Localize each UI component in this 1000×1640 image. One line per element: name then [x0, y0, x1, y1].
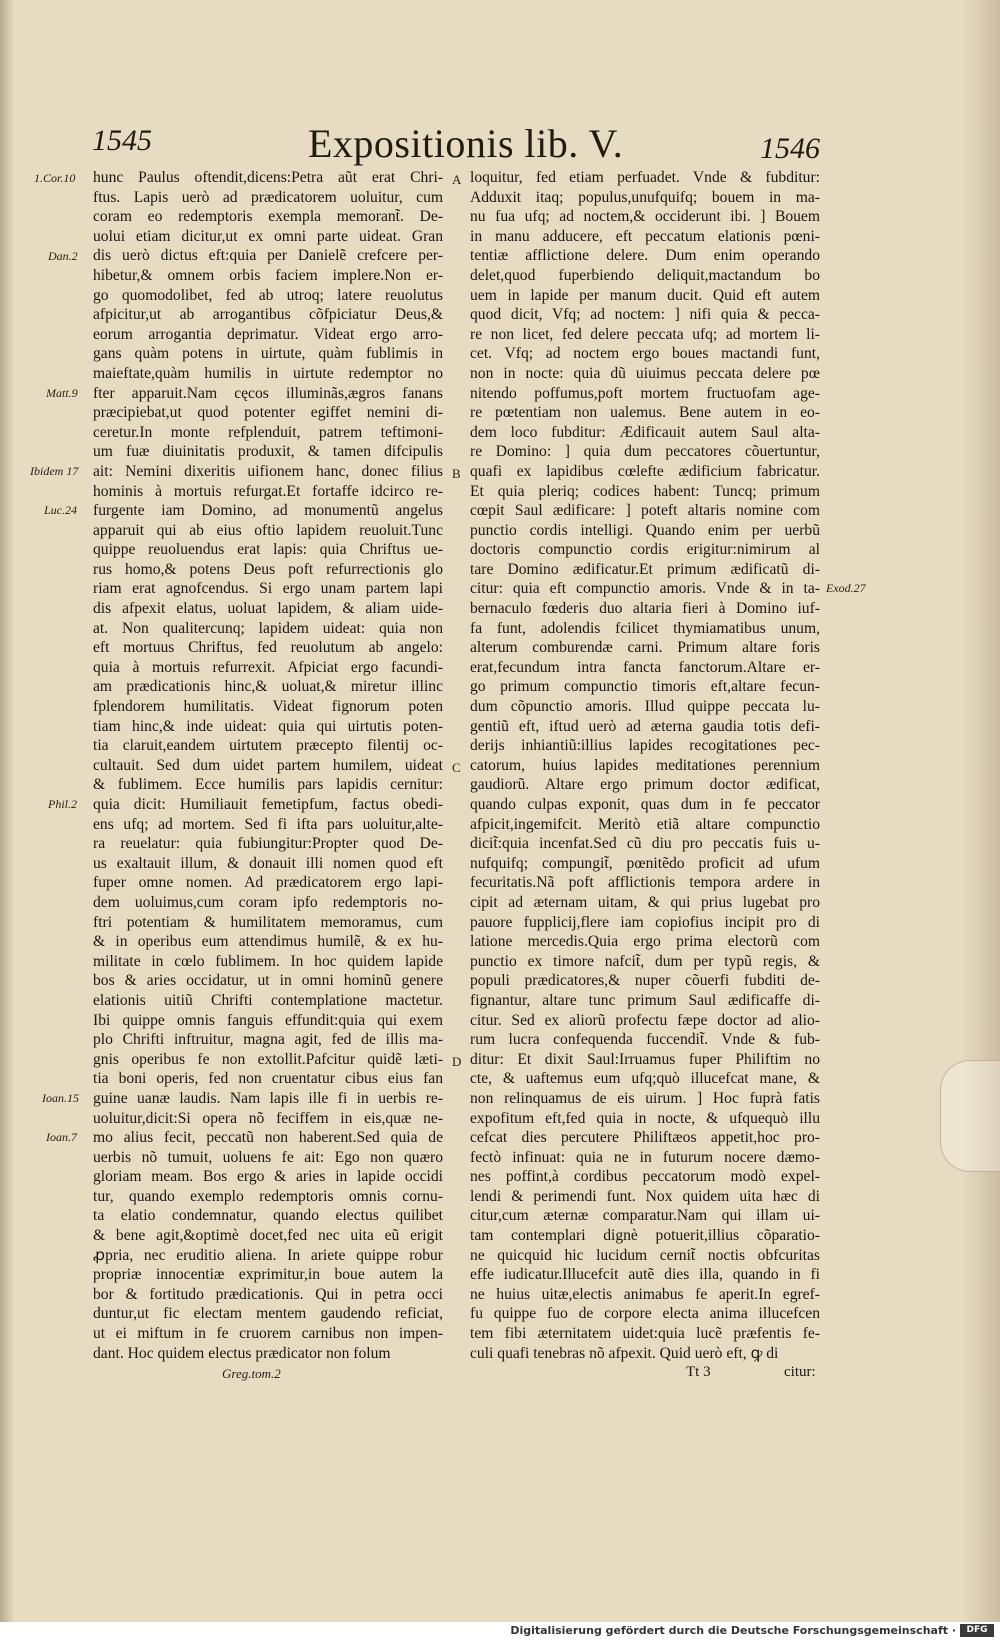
left-column-line: tia boni operis, fed non cruentatur cibus eius fan: [93, 1070, 443, 1088]
left-column-line: uerbis nõ tumuit, uoluens fe ait: Ego non quæro: [93, 1148, 443, 1166]
right-column-line: fecuritatis.Nã poft afflictionis tempora ardere in: [470, 874, 820, 892]
right-column-line: fa funt, adolendis fcilicet thymiamatibus unum,: [470, 619, 820, 637]
page-number-right: 1546: [760, 132, 820, 165]
left-column-line: cultauit. Sed dum uidet partem humilem, uideat: [93, 756, 443, 774]
margin-note: Dan.2: [48, 249, 78, 263]
left-column-line: furgente iam Domino, ad monumentũ angelus: [93, 502, 443, 520]
right-column-line: ditur: Et dixit Saul:Irruamus fuper Philiftim no: [470, 1050, 820, 1068]
left-column-line: ens ufq; ad mortem. Sed fi ifta pars uoluitur,alte-: [93, 815, 443, 833]
right-column-line: erat,fecundum intra fancta fanctorum.Altare er-: [470, 658, 820, 676]
right-column-line: Et quia pleriq; codices habent: Tuncq; primum: [470, 482, 820, 500]
right-column-line: non relinquamus de eis uirum. ] Hoc fuprà fatis: [470, 1089, 820, 1107]
left-column-line: tia claruit,eandem uirtutem præcepto filentij oc-: [93, 737, 443, 755]
left-column-line: hominis à mortuis refurgat.Et fortaffe idcirco re-: [93, 482, 443, 500]
left-column-line: go quomodolibet, fed ab utroq; latere reuolutus: [93, 286, 443, 304]
right-column-line: citur. Sed ex aliorũ profectu fæpe doctor ad alio-: [470, 1011, 820, 1029]
margin-note: Phil.2: [48, 797, 77, 811]
right-text-column: [470, 168, 820, 1363]
left-column-line: hunc Paulus oftendit,dicens:Petra aũt erat Chri-: [93, 169, 443, 186]
left-column-line: riam erat agnofcendus. Si ergo unam partem lapi: [93, 580, 443, 598]
left-column-line: afpicitur,ut ab arrogantibus cõfpiciatur Deus,&: [93, 306, 443, 324]
left-column-line: eft mortuus Chriftus, fed reuolutum ab angelo:: [93, 639, 443, 657]
right-column-line: effe iudicatur.Illucefcit autẽ dies illa, quando in fi: [470, 1266, 820, 1284]
margin-note: 1.Cor.10: [34, 171, 76, 185]
catchword: citur:: [784, 1364, 816, 1380]
page-edge-shadow: [960, 0, 1000, 1622]
right-column-line: latione mercedis.Quia ergo prima electorũ com: [470, 933, 820, 951]
section-letter: A: [452, 172, 462, 187]
left-column-line: gnis operibus fe non extollit.Pafcitur quidẽ læti-: [93, 1050, 443, 1068]
left-column-line: coram eo redemptoris exempla memorant̃. De-: [93, 208, 443, 226]
right-column-line: tare Domino ædificatur.Et primum ædificatũ di-: [470, 560, 820, 578]
right-column-line: citur,cum æternæ comparatur.Nam qui illam ui-: [470, 1207, 820, 1225]
signature-mark: Tt 3: [686, 1364, 711, 1380]
right-column-line: dem loco fubditur: Ædificauit autem Saul alta-: [470, 423, 820, 441]
left-column-line: ceretur.In monte refplenduit, patrem teftimoni-: [93, 423, 443, 441]
left-column-line: tiam hinc,& inde uideat: quia qui uirtutis poten-: [93, 717, 443, 735]
left-column-line: præcipiebat,ut quod potenter egiffet nemini di-: [93, 404, 443, 422]
right-column-line: Adduxit itaq; populus,unufquifq; bouem in ma-: [470, 188, 820, 206]
right-column-line: punctio cordis intelligi. Quando enim per uerbũ: [470, 521, 820, 539]
right-column-line: doctoris compunctio cordis erigitur:nimirum al: [470, 541, 820, 559]
left-text-column: [93, 168, 443, 1363]
page-gutter-shadow: [0, 0, 14, 1622]
left-column-line: at. Non qualitercunq; lapidem uideat: quia non: [93, 619, 443, 637]
right-column-line: dum cõpunctio amoris. Illud quippe peccata lu-: [470, 698, 820, 716]
right-column-line: ne huius uitæ,electis animabus fe aperit.In egref-: [470, 1285, 820, 1303]
right-column-line: catorum, huius lapides meditationes perennium: [470, 756, 820, 774]
left-column-line: dis uerò dictus eft:quia per Danielẽ crefcere per-: [93, 247, 443, 265]
left-column-line: ta elatio condemnatur, quando electus quilibet: [93, 1207, 443, 1225]
right-column-line: re Domino: ] quia dum peccatores cõuertuntur,: [470, 443, 820, 461]
left-column-line: guine uanæ laudis. Nam lapis ille fi in uerbis re-: [93, 1089, 443, 1107]
left-column-line: uolui etiam dicitur,ut ex omni parte uideat. Gran: [93, 227, 443, 245]
right-column-line: non in nocte: quia dũ uiuimus peccata delere pœ: [470, 364, 820, 382]
margin-note: Ioan.15: [42, 1091, 79, 1105]
left-column-line: fter apparuit.Nam cęcos illuminãs,ægros fanans: [93, 384, 443, 402]
right-column-line: lendi & perimendi funt. Nox quidem uita hæc di: [470, 1187, 820, 1205]
left-column-line: duntur,ut fic electam mentem gaudendo reficiat,: [93, 1305, 443, 1323]
right-column-line: fectò infinuat: quia ne in futurum nocere dæmo-: [470, 1148, 820, 1166]
right-column-line: cet. Vfq; ad noctem ergo boues mactandi funt,: [470, 345, 820, 363]
left-column-line: us exaltauit illum, & donauit illi nomen quod eft: [93, 854, 443, 872]
left-column-line: Ibi quippe omnis fanguis effundit:quia qui exem: [93, 1011, 443, 1029]
right-column-line: re non licet, fed delere peccata ufq; ad mortem li-: [470, 325, 820, 343]
left-column-line: quia à mortuis refurrexit. Afpiciat ergo facundi-: [93, 658, 443, 676]
page-number-left: 1545: [92, 124, 152, 157]
right-column-line: go primum compunctio timoris eft,altare fecun-: [470, 678, 820, 696]
right-column-line: pauore fupplicij,flere iam copiofius incipit pro di: [470, 913, 820, 931]
right-column-line: populi prædicatores,& nuper cõuerfi fubditi de-: [470, 972, 820, 990]
left-column-line: am prædicationis hinc,& uoluat,& miretur illinc: [93, 678, 443, 696]
left-column-line: quippe reuoluendus erat lapis: quia Chriftus ue-: [93, 541, 443, 559]
left-column-line: tur, quando exemplo redemptoris omnis cornu-: [93, 1187, 443, 1205]
left-column-line: apparuit qui ab eius oftio lapidem reuoluit.Tunc: [93, 521, 443, 539]
margin-note: Matt.9: [46, 386, 78, 400]
left-column-line: eorum arrogantia deprimatur. Videat ergo arro-: [93, 325, 443, 343]
dfg-logo: DFG: [960, 1624, 994, 1637]
page-title: Expositionis lib. V.: [308, 121, 624, 166]
left-column-line: uoluitur,dicit:Si opera nõ feciffem in eis,quæ ne-: [93, 1109, 443, 1127]
left-column-line: dem uoluimus,cum coram ipfo redemptoris no-: [93, 893, 443, 911]
left-column-line: um fuæ diuinitatis produxit, & tamen difcipulis: [93, 443, 443, 461]
right-column-line: delet,quod fuperbiendo deliquit,mactandum bo: [470, 266, 820, 284]
right-column-line: cte, & uaftemus eum ufq;quò illucefcat mane, &: [470, 1070, 820, 1088]
left-column-line: & in operibus eum attendimus humilẽ, & ex hu-: [93, 933, 443, 951]
right-column-line: cipit ad æternam uitam, & qui prius lugebat pro: [470, 893, 820, 911]
section-letter: D: [452, 1054, 462, 1069]
right-column-line: gentiũ eft, iftud uerò ad æterna gaudia totis defi-: [470, 717, 820, 735]
right-column-line: culi quafi tenebras nõ afpexit. Quid uerò eft, ꝙ di: [470, 1344, 779, 1362]
right-column-line: alterum comburendæ carni. Primum altare foris: [470, 639, 820, 657]
left-column-line: bor & fortitudo prædicationis. Qui in petra occi: [93, 1285, 443, 1303]
left-column-line: mo alius fecit, peccatũ non haberent.Sed quia de: [93, 1129, 443, 1147]
left-column-line: propriæ innocentiæ exprimitur,in boue autem la: [93, 1266, 443, 1284]
right-column-line: dicit̃:quia incenfat.Sed cũ diu pro peccatis fuis u-: [470, 835, 820, 853]
right-column-line: tem fibi æternitatem uidet:quia lucẽ præfentis fe-: [470, 1325, 820, 1343]
left-column-line: ait: Nemini dixeritis uifionem hanc, donec filius: [93, 462, 443, 480]
left-column-line: ftus. Lapis uerò ad prædicatorem uoluitur, cum: [93, 188, 443, 206]
right-column-line: nitendo poffumus,poft mortem fructuofam age-: [470, 384, 820, 402]
right-column-line: nes poffint,à cordibus peccatorum modò expel-: [470, 1168, 820, 1186]
right-column-line: derijs inhiantiũ:illius lapides recogitationes pec-: [470, 737, 820, 755]
margin-note: Ibidem 17: [30, 464, 79, 478]
section-letter: B: [452, 466, 461, 481]
right-column-line: fu quippe fuo de corpore electa anima illucefcen: [470, 1305, 820, 1323]
left-column-line: & bene agit,&optimè docet,fed nec uita eũ erigit: [93, 1227, 443, 1245]
left-column-line: dis afpexit elatus, uoluat lapidem, & aliam uide-: [93, 600, 443, 618]
section-letter: C: [452, 760, 461, 775]
paper-tab-mark: [940, 1060, 1000, 1172]
left-column-line: ra reuelatur: quia fubiungitur:Propter quod De-: [93, 835, 443, 853]
left-column-line: bos & aries occidatur, ut in omni hominũ genere: [93, 972, 443, 990]
left-column-line: rus homo,& potens Deus poft refurrectionis glo: [93, 560, 443, 578]
right-column-line: re pœtentiam non ualemus. Bene autem in eo-: [470, 404, 820, 422]
margin-note: Luc.24: [44, 503, 77, 517]
right-column-line: afpicit,ingemifcit. Meritò etiã altare compunctio: [470, 815, 820, 833]
right-column-line: cœpit Saul ædificare: ] poteft altaris nomine com: [470, 502, 820, 520]
right-column-line: fignantur, altare tunc primum Saul ædificaffe di-: [470, 991, 820, 1009]
right-column-line: rum lucra confequenda fuccendit̃. Vnde & fub-: [470, 1031, 820, 1049]
right-column-line: nufquifq; compungit̃, pœnitẽdo proficit ad ufum: [470, 854, 820, 872]
left-column-line: gans quàm potens in uirtute, quàm fublimis in: [93, 345, 443, 363]
right-column-line: cefcat dies percutere Philiftæos appetit,hoc pro-: [470, 1129, 820, 1147]
margin-note: Ioan.7: [46, 1130, 77, 1144]
right-column-line: citur: quia eft compunctio amoris. Vnde & in ta-: [470, 580, 820, 598]
printer-signature: Greg.tom.2: [222, 1366, 281, 1381]
left-column-line: & fublimem. Ecce humilis pars lapidis cernitur:: [93, 776, 443, 794]
right-column-line: tam contemplari dignè potuerit,illius cõparatio-: [470, 1227, 820, 1245]
right-column-line: tentiæ afflictione delere. Dum enim operando: [470, 247, 820, 265]
left-column-line: ftri potentiam & humilitatem memoramus, cum: [93, 913, 443, 931]
right-column-line: ne quicquid hic lucidum cernit̃ noctis obfcuritas: [470, 1246, 820, 1264]
right-column-line: quando culpas exponit, quas dum in fe peccator: [470, 796, 820, 813]
left-column-line: fuper omne nomen. Ad prædicatorem ergo lapi-: [93, 874, 443, 892]
right-column-line: gaudiorũ. Altare ergo primum doctor ædificat,: [470, 776, 820, 794]
running-head: [0, 120, 1000, 168]
right-column-line: quafi ex lapidibus cœlefte ædificium fabricatur.: [470, 462, 820, 480]
right-column-line: in manu adducere, eft peccatum elationis pœni-: [470, 227, 820, 245]
left-column-line: militate in cœlo fublimem. In hoc quidem lapide: [93, 952, 443, 970]
right-column-line: loquitur, fed etiam perfuadet. Vnde & fubditur:: [470, 169, 820, 186]
left-column-line: fplendorem humilitatis. Videat fignorum poten: [93, 698, 443, 716]
left-column-line: hibetur,& omnem orbis faciem implere.Non er-: [93, 266, 443, 284]
right-column-line: punctio ex timore nafcit̃, dum per typũ regis, &: [470, 952, 820, 970]
left-column-line: plo Chrifti inftruitur, magna agit, fed de illis ma-: [93, 1031, 443, 1049]
left-column-line: ut ei miftum in fe cruorem carnibus non impen-: [93, 1325, 443, 1343]
left-column-line: gloriam meam. Bos ergo & aries in lapide occidi: [93, 1168, 443, 1186]
left-column-line: elationis uitiũ Chrifti contemplatione mactetur.: [93, 991, 443, 1009]
left-column-line: ꝓpria, nec eruditio aliena. In ariete quippe robur: [93, 1246, 443, 1264]
margin-note: Exod.27: [826, 581, 866, 595]
right-column-line: expofitum eft,fed quia in nocte, & ufquequò illu: [470, 1109, 820, 1127]
right-column-line: uem in lapide per manum ducit. Quid eft autem: [470, 286, 820, 304]
right-column-line: bernaculo fœderis duo altaria fieri à Domino iuf-: [470, 600, 820, 618]
left-column-line: quia dicit: Humiliauit femetipfum, factus obedi-: [93, 796, 443, 813]
left-column-line: dant. Hoc quidem electus prædicator non folum: [93, 1344, 391, 1362]
funding-notice: Digitalisierung gefördert durch die Deutsche Forschungsgemeinschaft ·: [510, 1624, 956, 1637]
right-column-line: quod dicit, Vfq; ad noctem: ] nifi quia & pecca-: [470, 306, 820, 324]
right-column-line: nu fua ufq; ad noctem,& occiderunt ibi. ] Bouem: [470, 208, 820, 226]
left-column-line: maieftate,quàm humilis in uirtute redemptor no: [93, 364, 443, 382]
